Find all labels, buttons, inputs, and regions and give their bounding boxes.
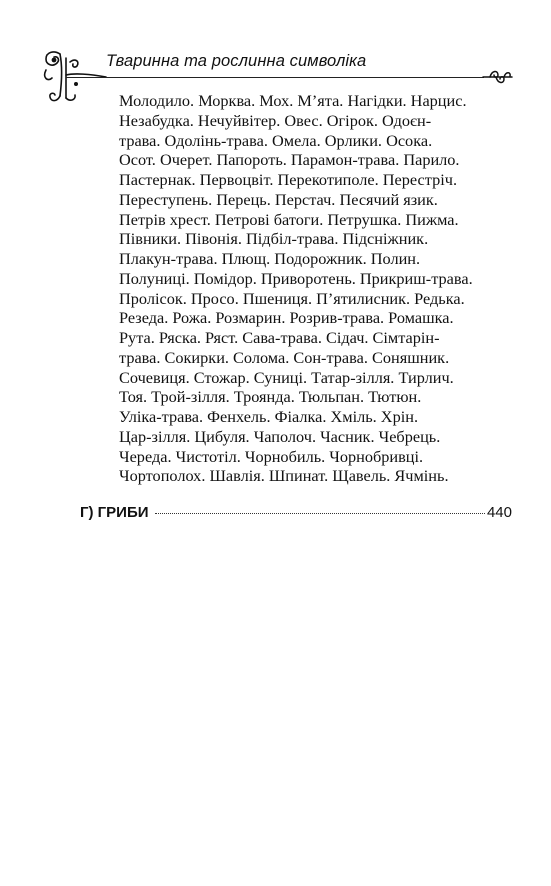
toc-dot-leader	[155, 513, 485, 514]
text-line: Чортополох. Шавлія. Шпинат. Щавель. Ячмінь.	[119, 466, 449, 486]
text-line: Череда. Чистотіл. Чорнобиль. Чорнобривці.	[119, 446, 424, 466]
text-line: трава. Одолінь-трава. Омела. Орлики. Осока.	[119, 130, 433, 150]
toc-page-number: 440	[486, 504, 512, 521]
flourish-end-ornament-icon	[482, 66, 514, 88]
running-header-title: Тваринна та рослинна символіка	[106, 52, 367, 70]
text-line: Молодило. Морква. Мох. М’ята. Нагідки. Нарцис.	[119, 91, 467, 110]
toc-entry-mushrooms	[80, 504, 512, 526]
text-line: Переступень. Перець. Перстач. Песячий язик.	[119, 189, 438, 209]
text-line: Пастернак. Первоцвіт. Перекотиполе. Перестріч.	[119, 170, 458, 189]
text-line: Рута. Ряска. Ряст. Сава-трава. Сідач. Сімтарін-	[119, 328, 440, 347]
text-line: Цар-зілля. Цибуля. Чаполоч. Часник. Чебрець.	[119, 426, 441, 446]
text-line: Сочевиця. Стожар. Суниці. Татар-зілля. Тирлич.	[119, 367, 454, 387]
text-line: Незабудка. Нечуйвітер. Овес. Огірок. Одоєн-	[119, 110, 432, 130]
plant-list-paragraph	[119, 91, 473, 486]
header-rule	[66, 77, 484, 78]
text-line: Осот. Очерет. Папороть. Парамон-трава. Парило.	[119, 150, 460, 170]
text-line: трава. Сокирки. Солома. Сон-трава. Соняшник.	[119, 347, 450, 367]
text-line: Полуниці. Помідор. Приворотень. Прикриш-трава.	[119, 268, 473, 288]
text-line: Резеда. Рожа. Розмарин. Розрив-трава. Ромашка.	[119, 308, 454, 328]
text-line: Петрів хрест. Петрові батоги. Петрушка. Пижма.	[119, 209, 459, 229]
toc-entry-label: Г) ГРИБИ	[80, 504, 149, 521]
text-line: Плакун-трава. Плющ. Подорожник. Полин.	[119, 249, 421, 268]
text-line: Пролісок. Просо. Пшениця. П’ятилисник. Редька.	[119, 288, 465, 308]
corner-flourish-ornament-icon	[40, 48, 110, 104]
text-line: Півники. Півонія. Підбіл-трава. Підсніжник.	[119, 229, 429, 249]
text-line: Тоя. Трой-зілля. Троянда. Тюльпан. Тютюн.	[119, 387, 422, 407]
text-line: Уліка-трава. Фенхель. Фіалка. Хміль. Хрін.	[119, 407, 419, 426]
